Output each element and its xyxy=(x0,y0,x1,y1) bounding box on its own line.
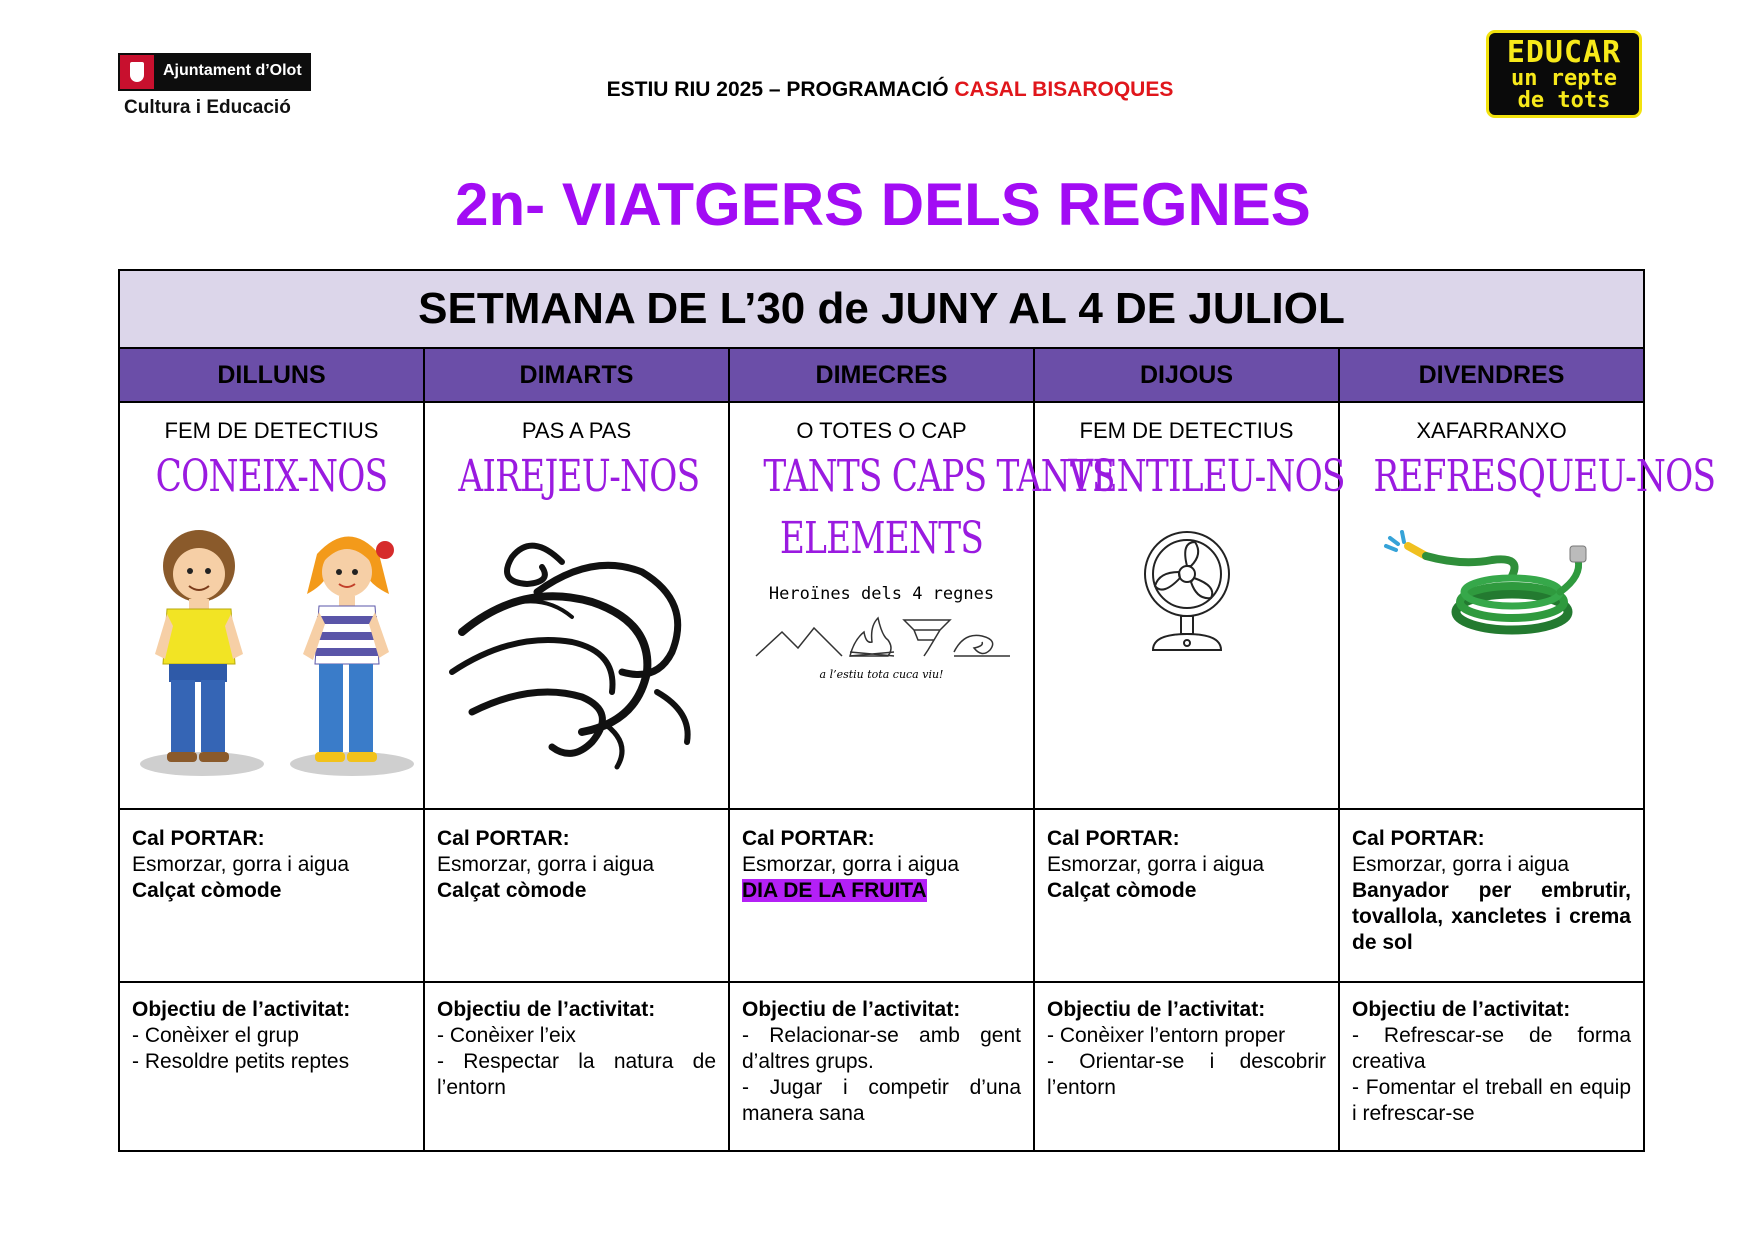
objective-label: Objectiu de l’activitat: xyxy=(1047,998,1266,1021)
activities-row xyxy=(119,402,1644,809)
day-header-thursday: DIJOUS xyxy=(1034,348,1339,402)
day-header-wednesday: DIMECRES xyxy=(729,348,1034,402)
week-row xyxy=(119,270,1644,348)
bring-extra: Calçat còmode xyxy=(437,879,587,902)
days-header-row xyxy=(119,348,1644,402)
fruit-day-highlight: DIA DE LA FRUITA xyxy=(742,879,927,902)
objective-item: - Resoldre petits reptes xyxy=(132,1050,350,1073)
day-header-tuesday: DIMARTS xyxy=(424,348,729,402)
objective-label: Objectiu de l’activitat: xyxy=(742,998,961,1021)
bring-label: Cal PORTAR: xyxy=(1352,827,1485,850)
objective-item: - Refrescar-se de forma creativa xyxy=(1352,1024,1631,1073)
objective-item: - Conèixer l’entorn proper xyxy=(1047,1024,1286,1047)
activity-title-line-2: ELEMENTS xyxy=(779,513,984,564)
bring-cell-friday xyxy=(1339,809,1644,982)
activity-label: XAFARRANXO xyxy=(1416,418,1567,443)
activity-title: AIREJEU-NOS xyxy=(458,451,700,502)
objective-cell-tuesday xyxy=(424,982,729,1151)
header-prefix: ESTIU RIU 2025 – PROGRAMACIÓ xyxy=(606,78,955,101)
activity-title: REFRESQUEU-NOS xyxy=(1373,451,1716,502)
activity-cell-friday xyxy=(1339,402,1716,809)
bring-label: Cal PORTAR: xyxy=(1047,827,1180,850)
org-subtitle: Cultura i Educació xyxy=(124,97,291,118)
page-title: 2n- VIATGERS DELS REGNES xyxy=(455,171,1311,238)
electric-fan-icon xyxy=(1137,526,1237,656)
objective-item: - Fomentar el treball en equip i refrescar-se xyxy=(1352,1076,1631,1125)
activity-cell-tuesday xyxy=(424,402,729,809)
educar-line-2: un repte xyxy=(1511,66,1617,91)
bring-label: Cal PORTAR: xyxy=(132,827,265,850)
objective-item: - Jugar i competir d’una manera sana xyxy=(742,1076,1021,1125)
educar-line-3: de tots xyxy=(1517,88,1611,113)
bring-row xyxy=(119,809,1644,982)
educar-line-1: EDUCAR xyxy=(1506,35,1622,70)
activity-cell-thursday xyxy=(1034,402,1345,809)
bring-extra: Banyador per embrutir, tovallola, xancletes i crema de sol xyxy=(1352,879,1631,954)
bring-label: Cal PORTAR: xyxy=(437,827,570,850)
objective-cell-friday xyxy=(1339,982,1644,1151)
day-header-monday: DILLUNS xyxy=(119,348,424,402)
activity-title: VENTILEU-NOS xyxy=(1068,451,1345,502)
objective-label: Objectiu de l’activitat: xyxy=(1352,998,1571,1021)
bring-cell-wednesday xyxy=(729,809,1034,982)
objective-item: - Relacionar-se amb gent d’altres grups. xyxy=(742,1024,1021,1073)
objective-item: - Conèixer el grup xyxy=(132,1024,299,1047)
bring-cell-monday xyxy=(119,809,424,982)
bring-text: Esmorzar, gorra i aigua xyxy=(1352,853,1570,876)
objective-label: Objectiu de l’activitat: xyxy=(132,998,351,1021)
activity-title: CONEIX-NOS xyxy=(155,451,388,502)
educar-logo xyxy=(1486,30,1642,118)
bring-cell-thursday xyxy=(1034,809,1339,982)
activity-label: FEM DE DETECTIUS xyxy=(1079,418,1294,443)
objective-item: - Respectar la natura de l’entorn xyxy=(437,1050,716,1099)
wind-swirls-illustration xyxy=(442,522,712,772)
objective-label: Objectiu de l’activitat: xyxy=(437,998,656,1021)
garden-hose-icon xyxy=(1382,516,1602,646)
bring-text: Esmorzar, gorra i aigua xyxy=(742,853,960,876)
org-name: Ajuntament d’Olot xyxy=(163,62,302,79)
image-footer: a l’estiu tota cuca viu! xyxy=(819,668,944,681)
bring-extra: Calçat còmode xyxy=(132,879,282,902)
four-elements-illustration xyxy=(754,612,1010,662)
objectives-row xyxy=(119,982,1644,1151)
bring-label: Cal PORTAR: xyxy=(742,827,875,850)
activity-cell-monday xyxy=(119,402,424,809)
image-caption: Heroïnes dels 4 regnes xyxy=(768,584,995,604)
bring-text: Esmorzar, gorra i aigua xyxy=(437,853,655,876)
day-header-friday: DIVENDRES xyxy=(1339,348,1644,402)
activity-label: PAS A PAS xyxy=(521,418,632,443)
objective-cell-wednesday xyxy=(729,982,1034,1151)
week-heading: SETMANA DE L’30 de JUNY AL 4 DE JULIOL xyxy=(119,270,1644,348)
activity-label: FEM DE DETECTIUS xyxy=(164,418,379,443)
objective-cell-monday xyxy=(119,982,424,1151)
objective-cell-thursday xyxy=(1034,982,1339,1151)
bring-cell-tuesday xyxy=(424,809,729,982)
activity-cell-wednesday xyxy=(729,402,1115,809)
activity-title-line-1: TANTS CAPS TANTS xyxy=(763,451,1115,502)
bring-extra: Calçat còmode xyxy=(1047,879,1197,902)
two-children-illustration xyxy=(127,514,417,779)
activity-label: O TOTES O CAP xyxy=(796,418,967,443)
objective-item: - Orientar-se i descobrir l’entorn xyxy=(1047,1050,1326,1099)
bring-text: Esmorzar, gorra i aigua xyxy=(132,853,350,876)
weekly-schedule-table xyxy=(118,269,1716,1152)
bring-text: Esmorzar, gorra i aigua xyxy=(1047,853,1265,876)
header-highlight: CASAL BISAROQUES xyxy=(954,78,1174,101)
objective-item: - Conèixer l’eix xyxy=(437,1024,576,1047)
